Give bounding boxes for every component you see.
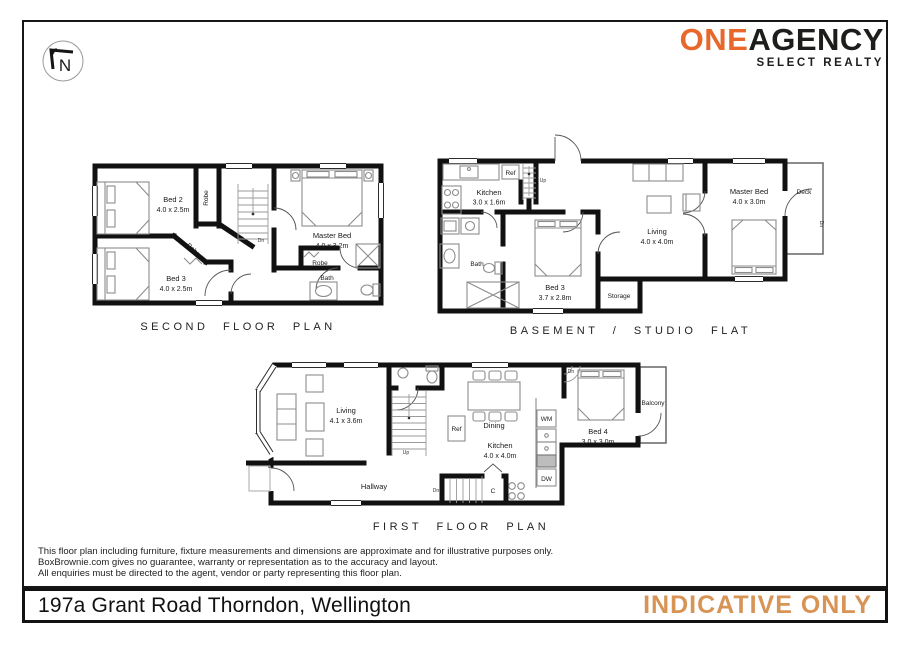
room-label: Hallway <box>360 482 388 491</box>
washer-label: WM <box>540 416 553 423</box>
disclaimer-line: All enquiries must be directed to the agent, vendor or party representing this floor plan. <box>38 568 402 579</box>
deck-outline <box>785 163 823 254</box>
second-floor-plan <box>88 158 388 310</box>
room-label: Bed 3 <box>545 283 565 292</box>
property-address: 197a Grant Road Thorndon, Wellington <box>38 593 411 617</box>
stairs-down-label: Dn <box>257 238 265 244</box>
stairs-up-label: Up <box>539 178 547 184</box>
plan-caption: BASEMENT / STUDIO FLAT <box>509 325 752 337</box>
agency-logo <box>680 24 884 70</box>
robe-label: Robe <box>184 242 202 258</box>
porch-step <box>249 466 270 491</box>
room-label: Master Bed <box>312 231 352 240</box>
oven-icon <box>537 455 556 467</box>
room-dims: 4.0 x 3.2m <box>315 243 349 250</box>
dishwasher-label: DW <box>541 476 552 483</box>
stairs-up-label: Up <box>402 450 410 456</box>
room-dims: 3.0 x 3.0m <box>581 439 615 446</box>
room-dims: 4.0 x 4.0m <box>640 239 674 246</box>
logo-tagline: SELECT REALTY <box>756 57 884 69</box>
room-label: Kitchen <box>487 441 513 450</box>
disclaimer-text <box>38 546 553 579</box>
logo-agency: AGENCY <box>748 22 884 57</box>
first-floor-plan <box>246 358 676 510</box>
room-label: Bed 2 <box>163 195 183 204</box>
room-label: Bed 4 <box>588 427 608 436</box>
fridge-label: Ref <box>451 426 462 433</box>
room-dims: 4.1 x 3.6m <box>329 418 363 425</box>
room-dims: 4.0 x 4.0m <box>483 453 517 460</box>
plan-caption: SECOND FLOOR PLAN <box>140 321 336 333</box>
room-label: Kitchen <box>476 188 502 197</box>
room-label: Bed 3 <box>166 274 186 283</box>
room-dims: 4.0 x 2.5m <box>159 286 193 293</box>
room-dims: 3.7 x 2.8m <box>538 295 572 302</box>
room-dims: 4.0 x 3.0m <box>732 199 766 206</box>
logo-one: ONE <box>679 22 749 57</box>
cupboard-label: C <box>490 488 496 495</box>
disclaimer-line: BoxBrownie.com gives no guarantee, warranty or representation as to the accuracy and layout. <box>38 557 438 568</box>
robe-label: Robe <box>203 190 210 206</box>
disclaimer-line: This floor plan including furniture, fixture measurements and dimensions are approximate and for illustrative purposes only. <box>38 546 554 557</box>
compass-icon <box>40 38 86 84</box>
fridge-label: Ref <box>505 170 516 177</box>
room-label: Bath <box>320 275 334 282</box>
room-label: Storage <box>607 293 631 300</box>
bed4-stairs-label: Dn <box>567 369 575 375</box>
room-dims: 3.0 x 1.6m <box>472 199 506 207</box>
outer-walls <box>440 161 785 311</box>
room-label: Deck <box>796 189 812 196</box>
robe-label: Robe <box>312 260 328 267</box>
compass-n-label: N <box>58 56 72 75</box>
room-label: Dining <box>483 421 505 430</box>
room-label: Balcony <box>641 400 665 407</box>
room-label: Master Bed <box>729 187 769 196</box>
plan-caption: FIRST FLOOR PLAN <box>372 521 550 533</box>
basement-plan <box>433 134 828 318</box>
room-label: Living <box>647 227 667 236</box>
footer-bar <box>22 588 888 623</box>
room-dims: 4.0 x 2.5m <box>156 207 190 214</box>
indicative-stamp: INDICATIVE ONLY <box>643 591 872 619</box>
room-label: Living <box>336 406 356 415</box>
stairs-down-label: Dn <box>818 220 824 228</box>
stairs-down-label: Dn <box>432 488 440 494</box>
logo-wordmark <box>680 24 884 55</box>
room-label: Bath <box>470 261 484 268</box>
